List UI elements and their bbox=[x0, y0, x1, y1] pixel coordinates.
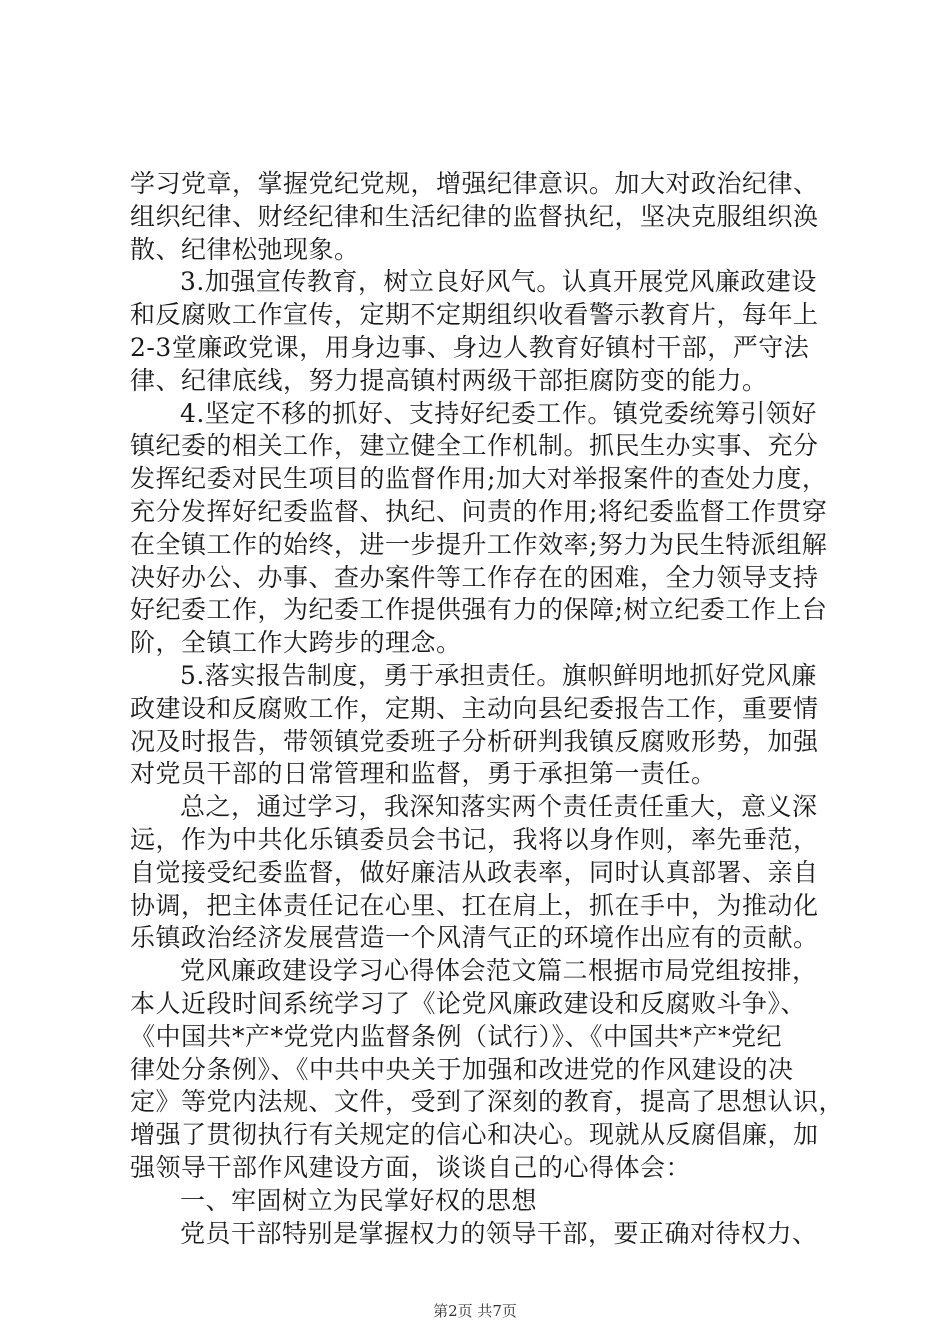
text-line: 况及时报告，带领镇党委班子分析研判我镇反腐败形势，加强 bbox=[130, 726, 819, 756]
text-line: 总之，通过学习，我深知落实两个责任责任重大，意义深 bbox=[180, 792, 818, 822]
text-line: 好纪委工作，为纪委工作提供强有力的保障;树立纪委工作上台 bbox=[130, 595, 828, 625]
text-line: 乐镇政治经济发展营造一个风清气正的环境作出应有的贡献。 bbox=[130, 923, 819, 953]
text-line: 组织纪律、财经纪律和生活纪律的监督执纪，坚决克服组织涣 bbox=[130, 201, 819, 231]
text-line: 一、牢固树立为民掌好权的思想 bbox=[180, 1185, 538, 1215]
page-number-footer: 第2页 共7页 bbox=[433, 1302, 517, 1320]
text-line: 政建设和反腐败工作，定期、主动向县纪委报告工作，重要情 bbox=[130, 693, 819, 723]
text-line: 阶，全镇工作大跨步的理念。 bbox=[130, 628, 462, 658]
text-line: 本人近段时间系统学习了《论党风廉政建设和反腐败斗争》、 bbox=[130, 988, 807, 1018]
text-line: 党风廉政建设学习心得体会范文篇二根据市局党组按排， bbox=[180, 956, 818, 986]
text-line: 发挥纪委对民生项目的监督作用;加大对举报案件的查处力度， bbox=[130, 464, 828, 494]
text-line: 5.落实报告制度，勇于承担责任。旗帜鲜明地抓好党风廉 bbox=[180, 660, 817, 690]
text-line: 定》等党内法规、文件，受到了深刻的教育，提高了思想认识， bbox=[130, 1087, 845, 1117]
text-line: 自觉接受纪委监督，做好廉洁从政表率，同时认真部署、亲自 bbox=[130, 857, 819, 887]
text-line: 充分发挥好纪委监督、执纪、问责的作用;将纪委监督工作贯穿 bbox=[130, 496, 828, 526]
text-line: 远，作为中共化乐镇委员会书记，我将以身作则，率先垂范， bbox=[130, 824, 819, 854]
text-line: 学习党章，掌握党纪党规，增强纪律意识。加大对政治纪律、 bbox=[130, 169, 819, 198]
text-line: 律、纪律底线，努力提高镇村两级干部拒腐防变的能力。 bbox=[130, 365, 768, 395]
text-line: 强领导干部作风建设方面，谈谈自己的心得体会： bbox=[130, 1152, 692, 1182]
text-line: 在全镇工作的始终，进一步提升工作效率;努力为民生特派组解 bbox=[130, 529, 828, 559]
text-line: 律处分条例》、《中共中央关于加强和改进党的作风建设的决 bbox=[130, 1054, 794, 1084]
text-line: 对党员干部的日常管理和监督，勇于承担第一责任。 bbox=[130, 759, 717, 789]
text-line: 和反腐败工作宣传，定期不定期组织收看警示教育片，每年上 bbox=[130, 300, 819, 330]
text-line: 增强了贯彻执行有关规定的信心和决心。现就从反腐倡廉，加 bbox=[130, 1120, 819, 1150]
text-line: 决好办公、办事、查办案件等工作存在的困难，全力领导支持 bbox=[130, 562, 819, 592]
text-line: 散、纪律松弛现象。 bbox=[130, 234, 360, 264]
text-line: 协调，把主体责任记在心里、扛在肩上，抓在手中，为推动化 bbox=[130, 890, 819, 920]
text-line: 2-3堂廉政党课，用身边事、身边人教育好镇村干部，严守法 bbox=[130, 332, 810, 362]
text-line: 3.加强宣传教育，树立良好风气。认真开展党风廉政建设 bbox=[180, 267, 817, 297]
text-line: 党员干部特别是掌握权力的领导干部，要正确对待权力、 bbox=[180, 1218, 818, 1248]
text-line: 4.坚定不移的抓好、支持好纪委工作。镇党委统筹引领好 bbox=[180, 398, 817, 428]
text-line: 《中国共*产*党党内监督条例（试行）》、《中国共*产*党纪 bbox=[130, 1021, 783, 1051]
document-body bbox=[130, 168, 845, 1250]
text-line: 镇纪委的相关工作，建立健全工作机制。抓民生办实事、充分 bbox=[130, 431, 819, 461]
